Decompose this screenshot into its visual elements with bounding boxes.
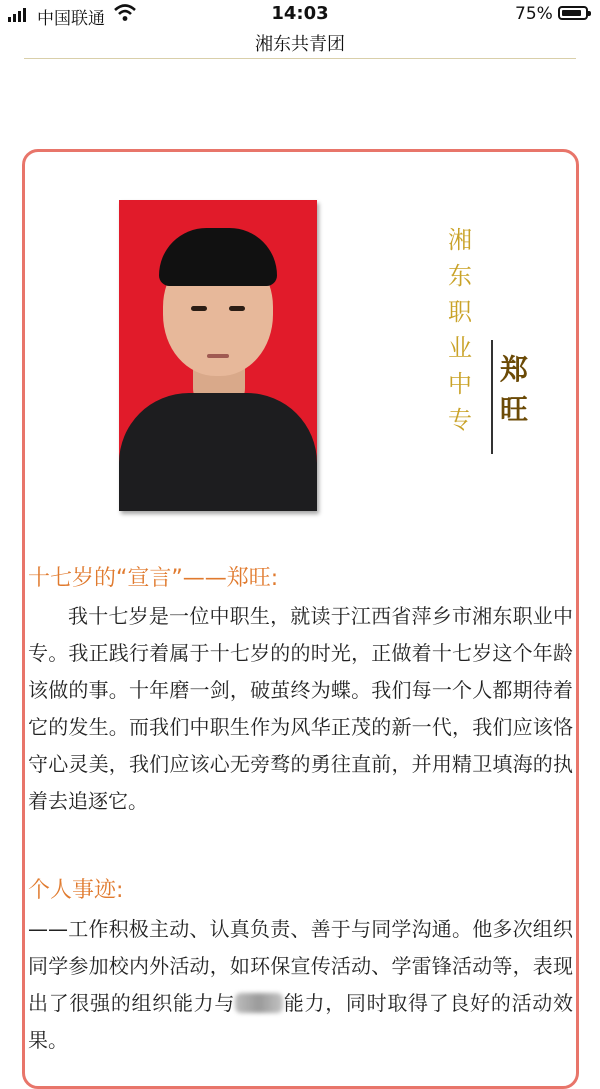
achievements-heading: 个人事迹: [28,878,124,903]
declaration-text: 我十七岁是一位中职生，就读于江西省萍乡市湘东职业中专。我正践行着属于十七岁的的时光，正做着十七岁这个年龄该做的事。十年磨一剑，破茧终为蝶。我们每一个人都期待着它的发生。而我们中职生作为风华正茂的新一代，我们应该恪守心灵美，我们应该心无旁骛的勇往直前，并用精卫填海的执着去追逐它。 [28,604,573,813]
carrier-label: 中国联通 [37,9,105,29]
vertical-divider [491,340,493,454]
status-bar [0,0,600,28]
school-name: 湘东职业中专 [448,226,472,434]
nav-divider [24,58,576,59]
student-name: 郑旺 [499,353,528,426]
blurred-word [235,993,283,1013]
achievements-text [28,911,573,1059]
clock: 14:03 [271,3,329,24]
page-title: 湘东共青团 [255,34,345,55]
achievements-text-part1: ——工作积极主动、认真负责、善于与同学沟通。他多次组织同学参加校内外活动，如环保宣传活动、学雷锋活动等，表现出了很强的组织能力与 [28,917,573,1015]
achievements-text-part2: 能力，同时取得了良好的活动效果。 [28,991,574,1052]
profile-photo[interactable] [119,200,317,511]
battery-percentage: 75% [515,4,553,24]
declaration-heading: 十七岁的“宣言”——郑旺: [28,566,279,591]
battery-icon [558,6,588,20]
